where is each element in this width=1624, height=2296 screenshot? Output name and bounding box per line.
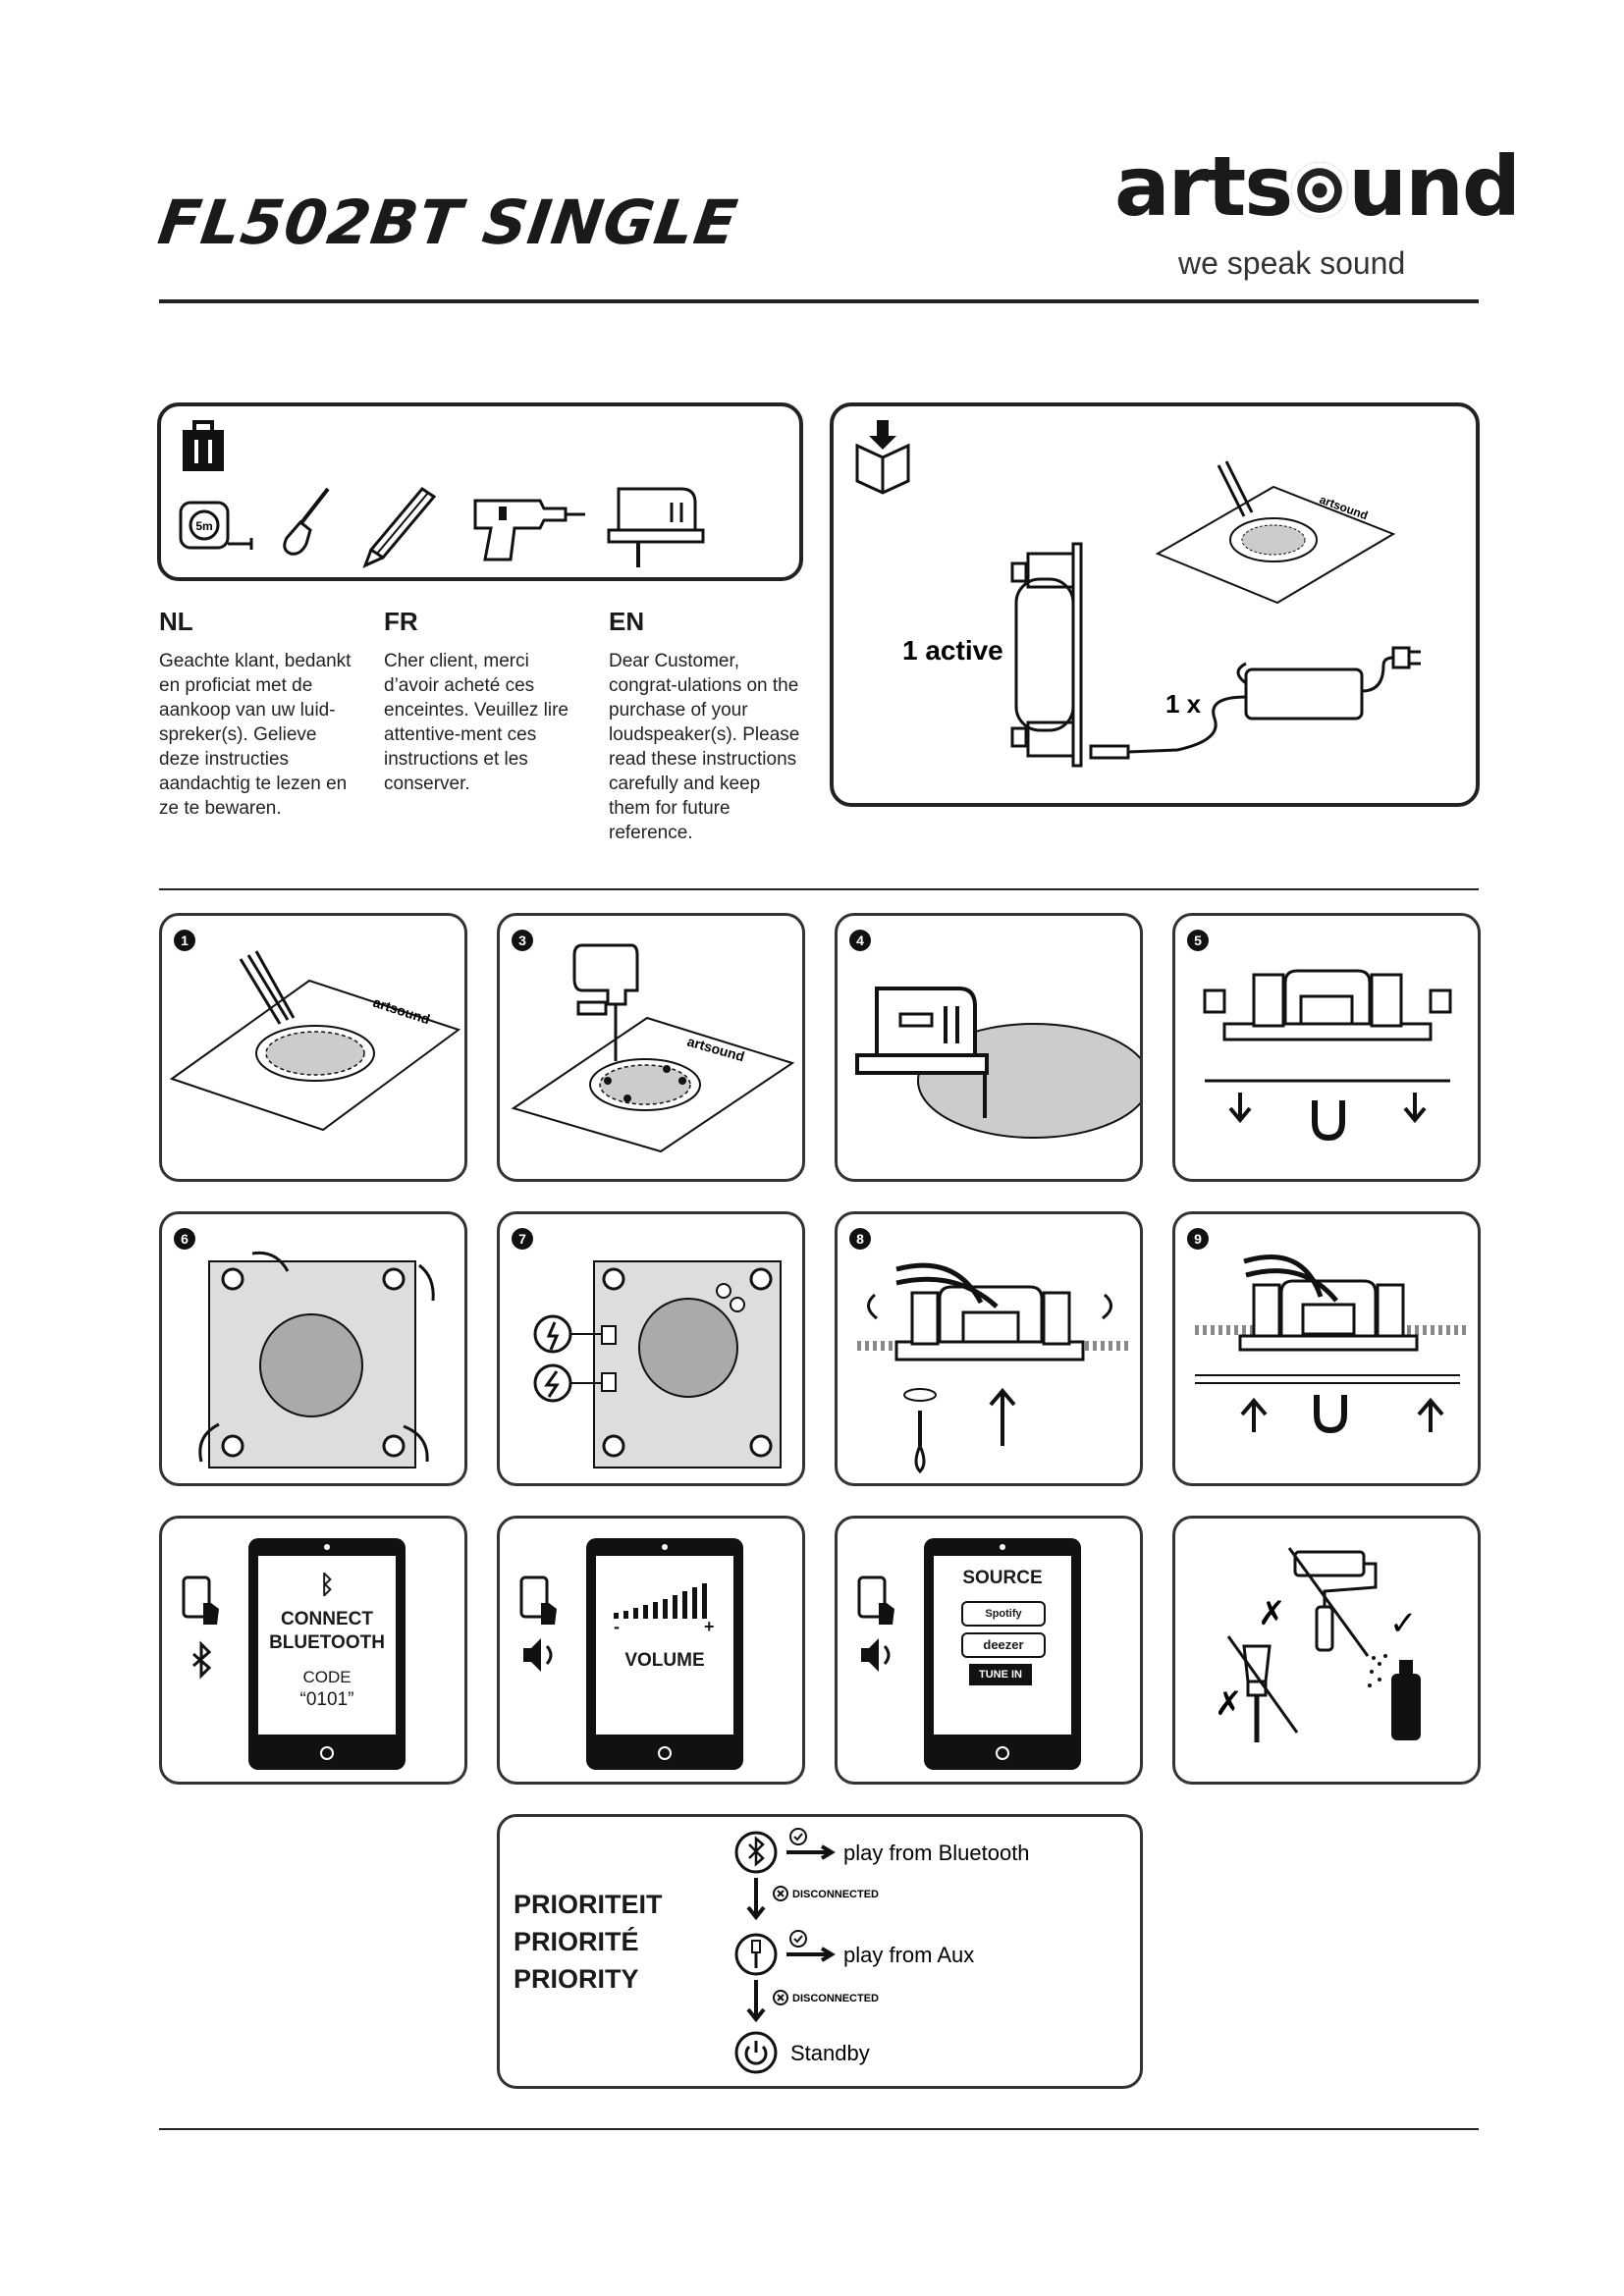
lang-code: EN [609, 607, 645, 636]
drill-icon [574, 945, 637, 1061]
power-icon [736, 2033, 776, 2072]
tools-box [157, 402, 803, 581]
deezer-badge: deezer [961, 1632, 1046, 1658]
check-circle-icon [790, 1829, 806, 1844]
arrow-down-icon [748, 1878, 764, 1917]
speaker-volume-icon [523, 1638, 551, 1672]
arrow-right-icon [786, 1846, 832, 1858]
tunein-badge: TUNE IN [969, 1664, 1032, 1685]
step-3-panel [497, 913, 805, 1182]
footer-divider [159, 2128, 1479, 2130]
speaker-volume-icon [861, 1638, 889, 1672]
disconnected-label: DISCONNECTED [792, 1993, 880, 2004]
package-contents-box [830, 402, 1480, 807]
code-value: “0101” [299, 1689, 354, 1710]
bluetooth-icon [193, 1644, 209, 1676]
step-number: 4 [849, 930, 871, 951]
aux-source-icon [736, 1935, 776, 1974]
step-number: 6 [174, 1228, 195, 1250]
priority-heading-nl: PRIORITEIT [514, 1890, 663, 1919]
paint-roller-icon [1289, 1548, 1376, 1656]
priority-heading-fr: PRIORITÉ [514, 1927, 639, 1956]
tablet-screen [924, 1538, 1081, 1770]
paint-panel [1172, 1516, 1481, 1785]
standby-label: Standby [790, 2041, 870, 2065]
step-number: 5 [1187, 930, 1209, 951]
connect-label: CONNECT [281, 1609, 373, 1629]
check-circle-icon [790, 1931, 806, 1947]
cross-mark-icon: ✗ [1215, 1685, 1243, 1723]
disconnected-label: DISCONNECTED [792, 1889, 880, 1900]
check-mark-icon: ✓ [1389, 1605, 1418, 1642]
app-bluetooth-panel [159, 1516, 467, 1785]
step-number: 1 [174, 930, 195, 951]
svg-text:5m: 5m [195, 519, 213, 533]
template-logo: artsound [371, 993, 432, 1028]
volume-plus: + [704, 1617, 715, 1636]
step-6-panel [159, 1211, 467, 1486]
pencil-icon [365, 489, 434, 565]
screwdriver-icon [285, 489, 328, 554]
jigsaw-icon [609, 489, 703, 567]
app-volume-panel [497, 1516, 805, 1785]
drill-icon [475, 501, 585, 560]
package-icon [857, 420, 908, 493]
speaker-side-icon [1012, 544, 1081, 766]
play-bluetooth-label: play from Bluetooth [843, 1841, 1030, 1865]
tablet-screen [248, 1538, 406, 1770]
template-sheet-icon [1158, 461, 1393, 603]
lang-text: Geachte klant, bedankt en proficiat met de aankoop van uw luid-spreker(s). Gelieve deze instructies aandachtig te lezen en ze te bewaren. [159, 651, 352, 819]
lang-code: NL [159, 607, 193, 636]
lang-text: Dear Customer, congrat-ulations on the purchase of your loudspeaker(s). Please read these instructions carefully and keep them for future reference. [609, 651, 800, 843]
intro-nl [159, 607, 355, 821]
arrow-down-icon [748, 1980, 764, 2019]
step-7-panel [497, 1211, 805, 1486]
bluetooth-icon: ᛒ [319, 1570, 335, 1599]
app-source-panel [835, 1516, 1143, 1785]
section-divider [159, 888, 1479, 890]
cross-mark-icon: ✗ [1258, 1595, 1286, 1632]
step-9-panel [1172, 1211, 1481, 1486]
play-aux-label: play from Aux [843, 1943, 975, 1967]
priority-heading-en: PRIORITY [514, 1964, 639, 1994]
cross-circle-icon [774, 1991, 787, 2004]
step-8-panel [835, 1211, 1143, 1486]
intro-fr [384, 607, 580, 796]
template-logo: artsound [1317, 492, 1371, 523]
brand-logo: arts und [1114, 138, 1519, 235]
spray-can-icon [1368, 1654, 1421, 1740]
bluetooth-source-icon [736, 1833, 776, 1872]
volume-label: VOLUME [624, 1650, 705, 1671]
step-number: 8 [849, 1228, 871, 1250]
toolbox-icon [183, 422, 224, 471]
lang-code: FR [384, 607, 418, 636]
source-label: SOURCE [962, 1568, 1043, 1588]
adapter-count-label: 1 x [1165, 689, 1202, 719]
step-number: 7 [512, 1228, 533, 1250]
header-divider [159, 299, 1479, 303]
step-1-panel [159, 913, 467, 1182]
tape-measure-icon [181, 503, 251, 550]
tablet-screen [586, 1538, 743, 1770]
cross-circle-icon [774, 1887, 787, 1900]
spotify-badge: Spotify [961, 1601, 1046, 1627]
volume-minus: - [614, 1617, 620, 1636]
intro-en [609, 607, 805, 845]
brand-tagline: we speak sound [1178, 245, 1406, 281]
bluetooth-label: BLUETOOTH [269, 1632, 385, 1653]
code-label: CODE [302, 1668, 352, 1686]
template-logo: artsound [685, 1033, 747, 1065]
power-adapter-icon [1091, 648, 1421, 758]
logo-speaker-icon [1291, 162, 1348, 219]
lang-text: Cher client, merci d’avoir acheté ces enceintes. Veuillez lire attentive-ment ces instructions et les conserver. [384, 651, 568, 794]
step-5-panel [1172, 913, 1481, 1182]
step-number: 9 [1187, 1228, 1209, 1250]
arrow-right-icon [786, 1949, 832, 1960]
step-4-panel [835, 913, 1143, 1182]
step-number: 3 [512, 930, 533, 951]
active-speaker-label: 1 active [902, 635, 1003, 666]
priority-panel [497, 1814, 1143, 2089]
product-title: FL502BT SINGLE [153, 187, 742, 258]
